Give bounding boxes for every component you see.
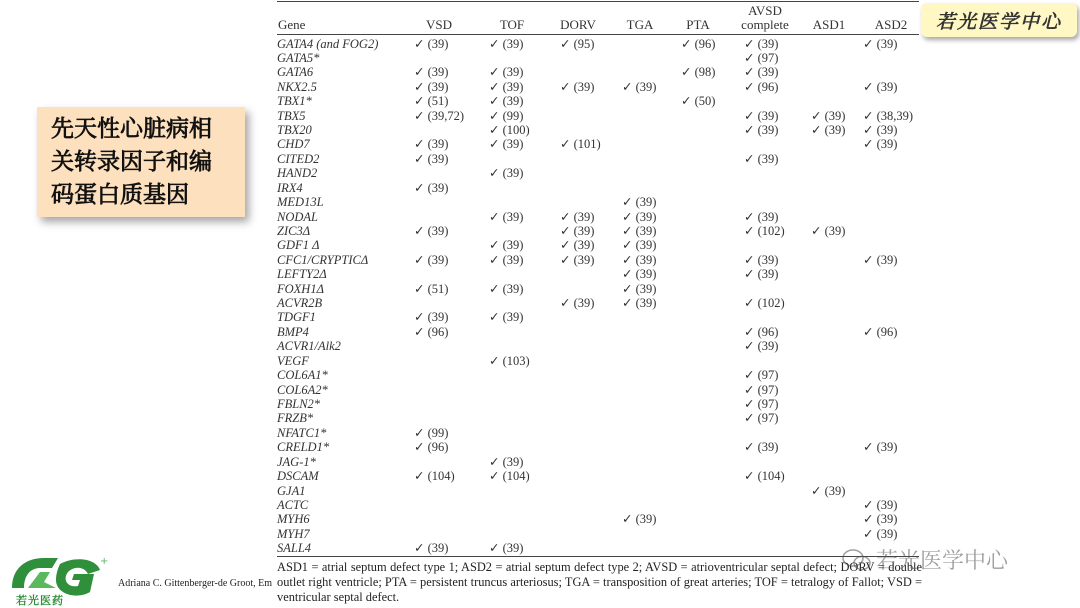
table-cell-tof: ✓ (39) [489, 36, 524, 51]
gene-name-cell: GATA5* [277, 50, 320, 65]
table-cell-asd1: ✓ (39) [811, 108, 846, 123]
table-cell-asd2: ✓ (39) [863, 497, 898, 512]
table-row [277, 37, 919, 51]
table-cell-avsd: ✓ (104) [744, 469, 785, 484]
table-row [277, 426, 919, 440]
table-cell-tof: ✓ (39) [489, 281, 524, 296]
table-row [277, 512, 919, 526]
table-cell-vsd: ✓ (39,72) [414, 108, 465, 123]
table-row [277, 541, 919, 555]
table-row [277, 195, 919, 209]
table-row [277, 440, 919, 454]
table-cell-asd2: ✓ (96) [863, 324, 898, 339]
table-cell-dorv: ✓ (39) [560, 296, 595, 311]
table-cell-avsd: ✓ (102) [744, 296, 785, 311]
svg-text:+: + [100, 556, 109, 567]
table-cell-asd2: ✓ (38,39) [863, 108, 914, 123]
table-cell-asd2: ✓ (39) [863, 526, 898, 541]
header-pta: PTA [686, 17, 710, 32]
gene-name-cell: CITED2 [277, 151, 320, 166]
header-tga: TGA [626, 17, 654, 32]
table-cell-tga: ✓ (39) [622, 209, 657, 224]
table-cell-tof: ✓ (104) [489, 469, 530, 484]
table-cell-tga: ✓ (39) [622, 238, 657, 253]
gene-name-cell: IRX4 [277, 180, 303, 195]
table-cell-asd2: ✓ (39) [863, 512, 898, 527]
gene-name-cell: TBX20 [277, 123, 312, 138]
header-asd2: ASD2 [874, 17, 908, 32]
table-row [277, 152, 919, 166]
table-row [277, 210, 919, 224]
table-cell-asd1: ✓ (39) [811, 483, 846, 498]
table-cell-vsd: ✓ (39) [414, 252, 449, 267]
table-row [277, 325, 919, 339]
side-label: 先天性心脏病相 关转录因子和编 码蛋白质基因 [37, 107, 245, 217]
gene-name-cell: CFC1/CRYPTICΔ [277, 252, 369, 267]
table-cell-vsd: ✓ (39) [414, 541, 449, 556]
table-cell-tof: ✓ (39) [489, 238, 524, 253]
gene-name-cell: TBX1* [277, 94, 312, 109]
table-row [277, 354, 919, 368]
table-row [277, 296, 919, 310]
gene-name-cell: CRELD1* [277, 440, 330, 455]
gene-name-cell: COL6A1* [277, 368, 328, 383]
table-cell-avsd: ✓ (97) [744, 50, 779, 65]
table-cell-vsd: ✓ (39) [414, 223, 449, 238]
table-row [277, 411, 919, 425]
table-cell-tga: ✓ (39) [622, 195, 657, 210]
table-cell-avsd: ✓ (102) [744, 223, 785, 238]
table-cell-asd2: ✓ (39) [863, 79, 898, 94]
header-gene: Gene [278, 17, 306, 32]
table-cell-vsd: ✓ (39) [414, 36, 449, 51]
gene-name-cell: HAND2 [277, 166, 318, 181]
table-cell-avsd: ✓ (39) [744, 209, 779, 224]
table-cell-avsd: ✓ (39) [744, 151, 779, 166]
table-cell-vsd: ✓ (39) [414, 79, 449, 94]
table-cell-tof: ✓ (100) [489, 123, 530, 138]
table-row [277, 94, 919, 108]
table-row [277, 339, 919, 353]
table-cell-tga: ✓ (39) [622, 267, 657, 282]
gene-name-cell: VEGF [277, 353, 309, 368]
gene-name-cell: FBLN2* [277, 397, 321, 411]
table-cell-vsd: ✓ (39) [414, 180, 449, 195]
table-row [277, 253, 919, 267]
table-cell-asd2: ✓ (39) [863, 123, 898, 138]
table-cell-vsd: ✓ (51) [414, 94, 449, 109]
brand-title: 若光医学中心 [921, 3, 1077, 37]
table-cell-avsd: ✓ (97) [744, 368, 779, 383]
table-row [277, 469, 919, 483]
table-row [277, 498, 919, 512]
table-cell-avsd: ✓ (97) [744, 397, 779, 411]
table-cell-vsd: ✓ (96) [414, 440, 449, 455]
gene-name-cell: BMP4 [277, 324, 309, 339]
table-cell-avsd: ✓ (97) [744, 382, 779, 397]
table-cell-avsd: ✓ (39) [744, 123, 779, 138]
table-cell-avsd: ✓ (39) [744, 440, 779, 455]
table-cell-dorv: ✓ (39) [560, 209, 595, 224]
table-cell-avsd: ✓ (97) [744, 411, 779, 426]
gene-name-cell: TDGF1 [277, 310, 316, 325]
table-cell-dorv: ✓ (95) [560, 36, 595, 51]
table-cell-tof: ✓ (39) [489, 137, 524, 152]
table-row [277, 310, 919, 324]
table-row [277, 109, 919, 123]
table-cell-avsd: ✓ (96) [744, 79, 779, 94]
table-cell-tga: ✓ (39) [622, 512, 657, 527]
table-row [277, 455, 919, 469]
gene-name-cell: GATA6 [277, 65, 314, 80]
table-cell-tga: ✓ (39) [622, 296, 657, 311]
table-cell-dorv: ✓ (39) [560, 252, 595, 267]
table-cell-tof: ✓ (39) [489, 166, 524, 181]
gene-name-cell: NKX2.5 [277, 79, 317, 94]
gene-name-cell: GJA1 [277, 483, 306, 498]
table-cell-asd2: ✓ (39) [863, 137, 898, 152]
gene-name-cell: CHD7 [277, 137, 310, 152]
table-cell-vsd: ✓ (99) [414, 425, 449, 440]
gene-name-cell: MED13L [277, 195, 324, 210]
gene-name-cell: TBX5 [277, 108, 306, 123]
table-row [277, 484, 919, 498]
table-cell-tof: ✓ (39) [489, 252, 524, 267]
table-cell-vsd: ✓ (51) [414, 281, 449, 296]
gene-name-cell: MYH6 [277, 512, 310, 527]
header-asd1: ASD1 [812, 17, 846, 32]
table-cell-tof: ✓ (39) [489, 94, 524, 109]
gene-name-cell: ACTC [277, 497, 309, 512]
table-cell-pta: ✓ (50) [681, 94, 716, 109]
table-cell-asd2: ✓ (39) [863, 440, 898, 455]
table-row [277, 181, 919, 195]
gene-name-cell: NFATC1* [277, 425, 327, 440]
gene-name-cell: SALL4 [277, 541, 312, 556]
gene-name-cell: LEFTY2Δ [277, 267, 327, 282]
logo-name: 若光医药 [16, 594, 64, 607]
header-avsd-line1: AVSD [748, 3, 782, 18]
table-cell-tga: ✓ (39) [622, 281, 657, 296]
table-cell-tga: ✓ (39) [622, 79, 657, 94]
table-cell-avsd: ✓ (39) [744, 36, 779, 51]
wechat-icon [842, 549, 872, 571]
table-row [277, 238, 919, 252]
gene-name-cell: NODAL [277, 209, 318, 224]
table-cell-vsd: ✓ (39) [414, 137, 449, 152]
table-cell-dorv: ✓ (101) [560, 137, 601, 152]
table-cell-tof: ✓ (39) [489, 541, 524, 556]
table-row [277, 166, 919, 180]
table-cell-dorv: ✓ (39) [560, 223, 595, 238]
table-cell-asd1: ✓ (39) [811, 223, 846, 238]
table-cell-tof: ✓ (103) [489, 353, 530, 368]
gene-name-cell: GDF1 Δ [277, 238, 320, 253]
watermark-text: 若光医学中心 [876, 549, 1009, 574]
gene-name-cell: DSCAM [277, 469, 319, 484]
gene-name-cell: FRZB* [277, 411, 314, 426]
header-dorv: DORV [560, 17, 596, 32]
table-row [277, 65, 919, 79]
gene-name-cell: ACVR1/Alk2 [277, 339, 341, 354]
table-cell-asd2: ✓ (39) [863, 36, 898, 51]
table-cell-vsd: ✓ (39) [414, 151, 449, 166]
table-header-rule [277, 34, 919, 35]
table-cell-avsd: ✓ (39) [744, 339, 779, 354]
table-bottom-rule [277, 556, 919, 557]
table-row [277, 527, 919, 541]
table-cell-avsd: ✓ (39) [744, 267, 779, 282]
table-cell-tga: ✓ (39) [622, 252, 657, 267]
table-cell-vsd: ✓ (39) [414, 65, 449, 80]
header-tof: TOF [499, 17, 525, 32]
table-cell-tof: ✓ (39) [489, 310, 524, 325]
table-cell-vsd: ✓ (96) [414, 324, 449, 339]
table-cell-vsd: ✓ (104) [414, 469, 455, 484]
table-cell-tof: ✓ (39) [489, 209, 524, 224]
table-cell-tof: ✓ (39) [489, 79, 524, 94]
table-cell-tof: ✓ (39) [489, 65, 524, 80]
table-row [277, 137, 919, 151]
table-top-rule [277, 1, 919, 2]
table-cell-pta: ✓ (96) [681, 36, 716, 51]
table-cell-asd1: ✓ (39) [811, 123, 846, 138]
table-cell-dorv: ✓ (39) [560, 238, 595, 253]
author-credit: Adriana C. Gittenberger-de Groot, Em [118, 578, 273, 589]
table-cell-avsd: ✓ (39) [744, 108, 779, 123]
table-row [277, 397, 919, 411]
table-cell-asd2: ✓ (39) [863, 252, 898, 267]
table-row [277, 80, 919, 94]
gene-name-cell: FOXH1Δ [277, 281, 324, 296]
table-cell-pta: ✓ (98) [681, 65, 716, 80]
header-vsd: VSD [425, 17, 452, 32]
gene-name-cell: JAG-1* [277, 454, 316, 469]
table-cell-avsd: ✓ (39) [744, 65, 779, 80]
table-row [277, 282, 919, 296]
gene-name-cell: COL6A2* [277, 382, 328, 397]
table-cell-avsd: ✓ (96) [744, 324, 779, 339]
gene-name-cell: GATA4 (and FOG2) [277, 36, 379, 51]
gene-name-cell: MYH7 [277, 526, 310, 541]
table-row [277, 123, 919, 137]
table-cell-avsd: ✓ (39) [744, 252, 779, 267]
table-cell-tof: ✓ (99) [489, 108, 524, 123]
gene-name-cell: ACVR2B [277, 296, 323, 311]
table-row [277, 368, 919, 382]
table-footnote: ASD1 = atrial septum defect type 1; ASD2 = atrial septum defect type 2; AVSD = atrioventricular septal defect; DORV = double outlet right ventricle; PTA = persistent truncus arteriosus; TGA = transposition of great arteries; TOF = tetralogy of Fallot; VSD = ventricular septal defect. [277, 560, 922, 604]
header-avsd-line2: complete [741, 17, 789, 32]
table-cell-tof: ✓ (39) [489, 454, 524, 469]
table-cell-vsd: ✓ (39) [414, 310, 449, 325]
gene-name-cell: ZIC3Δ [277, 223, 311, 238]
table-cell-tga: ✓ (39) [622, 223, 657, 238]
table-row [277, 383, 919, 397]
table-row [277, 51, 919, 65]
table-row [277, 224, 919, 238]
table-cell-dorv: ✓ (39) [560, 79, 595, 94]
table-row [277, 267, 919, 281]
